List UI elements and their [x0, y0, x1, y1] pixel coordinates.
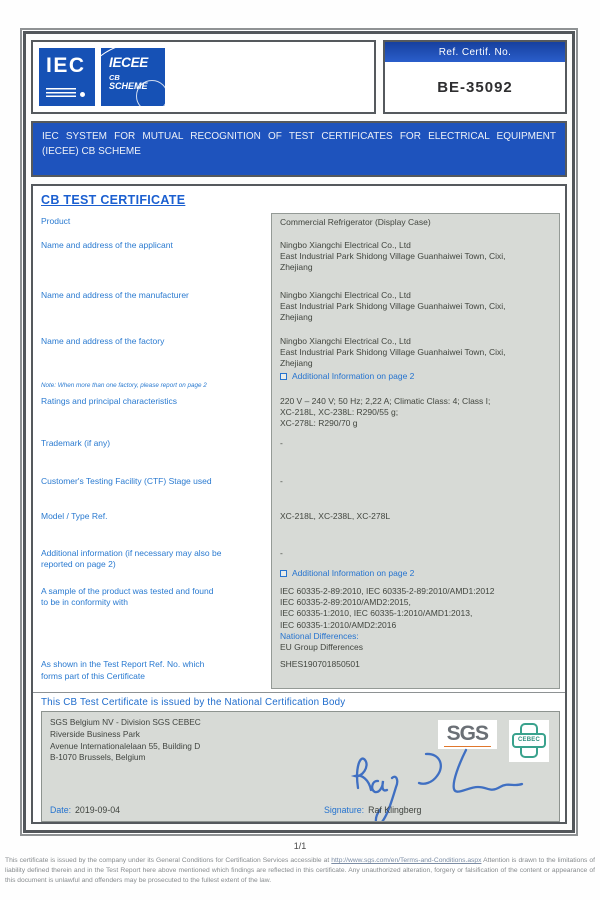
ncb-address: SGS Belgium NV - Division SGS CEBEC Riverside Business Park Avenue Internationalelaan 55, Building D B-1070 Brussels, Belgium — [50, 717, 201, 763]
field-label: Product — [41, 216, 71, 226]
field-value: Commercial Refrigerator (Display Case) — [271, 213, 560, 237]
field-label: Model / Type Ref. — [41, 511, 108, 521]
certificate-frame — [20, 28, 578, 836]
iec-logo-text: IEC — [46, 54, 86, 77]
fields-table — [41, 213, 560, 689]
field-value: IEC 60335-2-89:2010, IEC 60335-2-89:2010/AMD1:2012 IEC 60335-2-89:2010/AMD2:2015, IEC 60335-1:2010, IEC 60335-1:2010/AMD1:2013, IEC 60335-1:2010/AMD2:2016 National Differences: EU Group Differences — [271, 583, 560, 656]
ref-certif-box — [383, 40, 567, 114]
row-product — [41, 213, 560, 237]
field-value: - Additional Information on page 2 — [271, 545, 560, 583]
national-differences-value: EU Group Differences — [280, 642, 363, 653]
date-value: 2019-09-04 — [75, 805, 121, 815]
logo-box — [31, 40, 376, 114]
field-value: - — [271, 435, 560, 473]
cebec-logo-icon: CEBEC — [509, 720, 549, 762]
row-model-type — [41, 508, 560, 545]
field-label: Trademark (if any) — [41, 438, 111, 448]
additional-info-page2-checkbox-row[interactable]: Additional Information on page 2 — [280, 568, 551, 579]
ncb-statement: This CB Test Certificate is issued by the National Certification Body — [33, 692, 565, 711]
checkbox-icon[interactable] — [280, 373, 287, 380]
field-label: Customer's Testing Facility (CTF) Stage used — [41, 476, 212, 486]
field-label: Ratings and principal characteristics — [41, 396, 178, 406]
row-manufacturer — [41, 287, 560, 333]
field-label: Name and address of the factory Note: When more than one factory, please report on page 2 — [41, 333, 271, 393]
scheme-banner — [31, 121, 567, 177]
national-differences-label: National Differences: — [280, 630, 359, 641]
signatory-name: Raf Klingberg — [368, 805, 422, 815]
field-value: Ningbo Xiangchi Electrical Co., Ltd East Industrial Park Shidong Village Guanhaiwei Town, Cixi, Zhejiang Additional Information on page 2 — [271, 333, 560, 393]
field-value: Ningbo Xiangchi Electrical Co., Ltd East Industrial Park Shidong Village Guanhaiwei Town, Cixi, Zhejiang — [271, 287, 560, 333]
checkbox-icon[interactable] — [280, 570, 287, 577]
field-value: - — [271, 473, 560, 508]
field-label: Name and address of the manufacturer — [41, 290, 189, 300]
iec-logo-lines — [46, 88, 76, 97]
legal-footer: This certificate is issued by the company under its General Conditions for Certification Services accessible at http://www.sgs.com/en/Terms-and-Conditions.aspx Attention is drawn to the limitations of liability defined therein and in the Test Report here above mentioned which findings are reflected in this certificate. Any unauthorized alteration, forgery or falsification of the content or appearance of this document is unlawful and offenders may be prosecuted to the fullest extent of the law. — [5, 857, 596, 885]
iecee-logo-text: IECEE — [109, 55, 149, 70]
row-ctf-stage — [41, 473, 560, 508]
factory-note: Note: When more than one factory, please report on page 2 — [41, 381, 207, 389]
field-value: 220 V – 240 V; 50 Hz; 2,22 A; Climatic Class: 4; Class I; XC-218L, XC-238L: R290/55 g; XC-278L: R290/70 g — [271, 393, 560, 435]
field-label: Name and address of the applicant — [41, 240, 173, 250]
banner-line1: IEC SYSTEM FOR MUTUAL RECOGNITION OF TEST CERTIFICATES FOR ELECTRICAL EQUIPMENT — [42, 131, 556, 142]
row-additional-info — [41, 545, 560, 583]
field-label: Additional information (if necessary may also be reported on page 2) — [41, 548, 222, 570]
iecee-logo-cb: CB — [109, 73, 120, 83]
additional-info-page2-checkbox-row[interactable]: Additional Information on page 2 — [280, 371, 551, 382]
row-factory — [41, 333, 560, 393]
date-signature-row — [50, 805, 551, 815]
certificate-number: BE-35092 — [437, 78, 513, 96]
iec-logo-icon — [39, 48, 95, 106]
row-test-report — [41, 656, 560, 689]
page-number: 1/1 — [293, 841, 307, 851]
certificate-frame-inner — [23, 31, 575, 833]
globe-icon — [136, 80, 165, 106]
ref-certif-label: Ref. Certif. No. — [385, 42, 565, 62]
page-title: CB TEST CERTIFICATE — [41, 193, 186, 207]
field-label: A sample of the product was tested and found to be in conformity with — [41, 586, 214, 608]
row-ratings — [41, 393, 560, 435]
row-trademark — [41, 435, 560, 473]
date-field: Date: 2019-09-04 — [50, 805, 121, 815]
field-value: XC-218L, XC-238L, XC-278L — [271, 508, 560, 545]
signature-field: Signature: Raf Klingberg — [324, 805, 422, 815]
banner-line2: (IECEE) CB SCHEME — [42, 146, 141, 157]
field-value: Ningbo Xiangchi Electrical Co., Ltd East Industrial Park Shidong Village Guanhaiwei Town, Cixi, Zhejiang — [271, 237, 560, 287]
iec-logo-dot — [80, 92, 85, 97]
certificate-body — [31, 184, 567, 824]
header — [31, 40, 567, 114]
sgs-logo-icon: SGS — [438, 720, 497, 749]
row-standards — [41, 583, 560, 656]
terms-link[interactable]: http://www.sgs.com/en/Terms-and-Conditions.aspx — [331, 857, 482, 864]
row-applicant — [41, 237, 560, 287]
ncb-box — [41, 711, 560, 822]
iecee-cb-scheme-logo-icon — [101, 48, 165, 106]
field-value: SHES190701850501 — [271, 656, 560, 689]
iecee-logo-scheme: SCHEME — [109, 81, 148, 92]
field-label: As shown in the Test Report Ref. No. which forms part of this Certificate — [41, 659, 205, 681]
